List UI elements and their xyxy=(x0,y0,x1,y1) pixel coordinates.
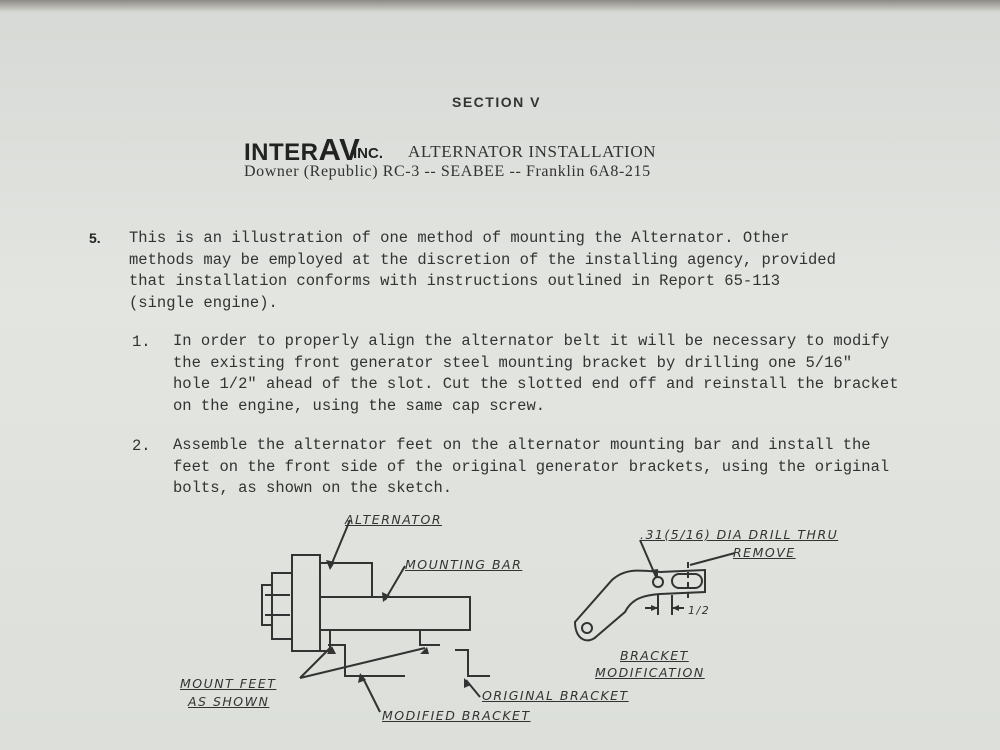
item-line: feet on the front side of the original generator brackets, using the original xyxy=(173,457,890,476)
label-original-bracket: ORIGINAL BRACKET xyxy=(482,688,629,703)
label-drill-note: .31(5/16) DIA DRILL THRU xyxy=(640,527,839,542)
item-line: hole 1/2" ahead of the slot. Cut the slotted end off and reinstall the bracket xyxy=(173,375,899,393)
pulley-front xyxy=(262,585,272,625)
logo-av-text: AV xyxy=(318,132,361,167)
leader-arrowheads xyxy=(326,560,471,688)
paragraph-line: (single engine). xyxy=(129,293,278,312)
logo-inc-text: INC. xyxy=(353,145,383,162)
pulley-body xyxy=(272,573,292,639)
paragraph-number: 5. xyxy=(89,230,101,246)
label-as-shown: AS SHOWN xyxy=(188,694,270,709)
label-modification: MODIFICATION xyxy=(595,665,705,680)
item-number-1: 1. xyxy=(132,333,151,351)
item-line: In order to properly align the alternator belt it will be necessary to modify xyxy=(173,332,890,350)
label-bracket: BRACKET xyxy=(620,648,689,663)
bracket-modification-drawing xyxy=(575,540,735,652)
label-alternator: ALTERNATOR xyxy=(345,512,443,527)
item-line: Assemble the alternator feet on the alternator mounting bar and install the xyxy=(173,436,871,454)
item-line: on the engine, using the same cap screw. xyxy=(173,396,546,415)
label-half-inch: 1/2 xyxy=(688,604,711,617)
alternator-body xyxy=(292,555,320,651)
label-mount-feet: MOUNT FEET xyxy=(180,676,277,691)
paragraph-line: methods may be employed at the discretion of the installing agency, provided xyxy=(129,250,836,269)
label-modified-bracket: MODIFIED BRACKET xyxy=(382,708,531,723)
section-heading: SECTION V xyxy=(452,94,541,110)
alternator-housing xyxy=(320,563,372,597)
item-line: bolts, as shown on the sketch. xyxy=(173,479,453,497)
item-number-2: 2. xyxy=(132,437,151,455)
label-mounting-bar: MOUNTING BAR xyxy=(405,557,523,572)
paragraph-line: This is an illustration of one method of mounting the Alternator. Other xyxy=(129,229,790,247)
document-title: ALTERNATOR INSTALLATION xyxy=(408,142,657,161)
item-line: the existing front generator steel mounting bracket by drilling one 5/16" xyxy=(173,353,853,372)
logo-inter-text: INTER xyxy=(244,139,319,166)
mounting-bar-shape xyxy=(320,597,470,630)
paragraph-line: that installation conforms with instructions outlined in Report 65-113 xyxy=(129,272,781,290)
document-subtitle: Downer (Republic) RC-3 -- SEABEE -- Franklin 6A8-215 xyxy=(244,163,651,180)
label-remove: REMOVE xyxy=(733,545,796,560)
